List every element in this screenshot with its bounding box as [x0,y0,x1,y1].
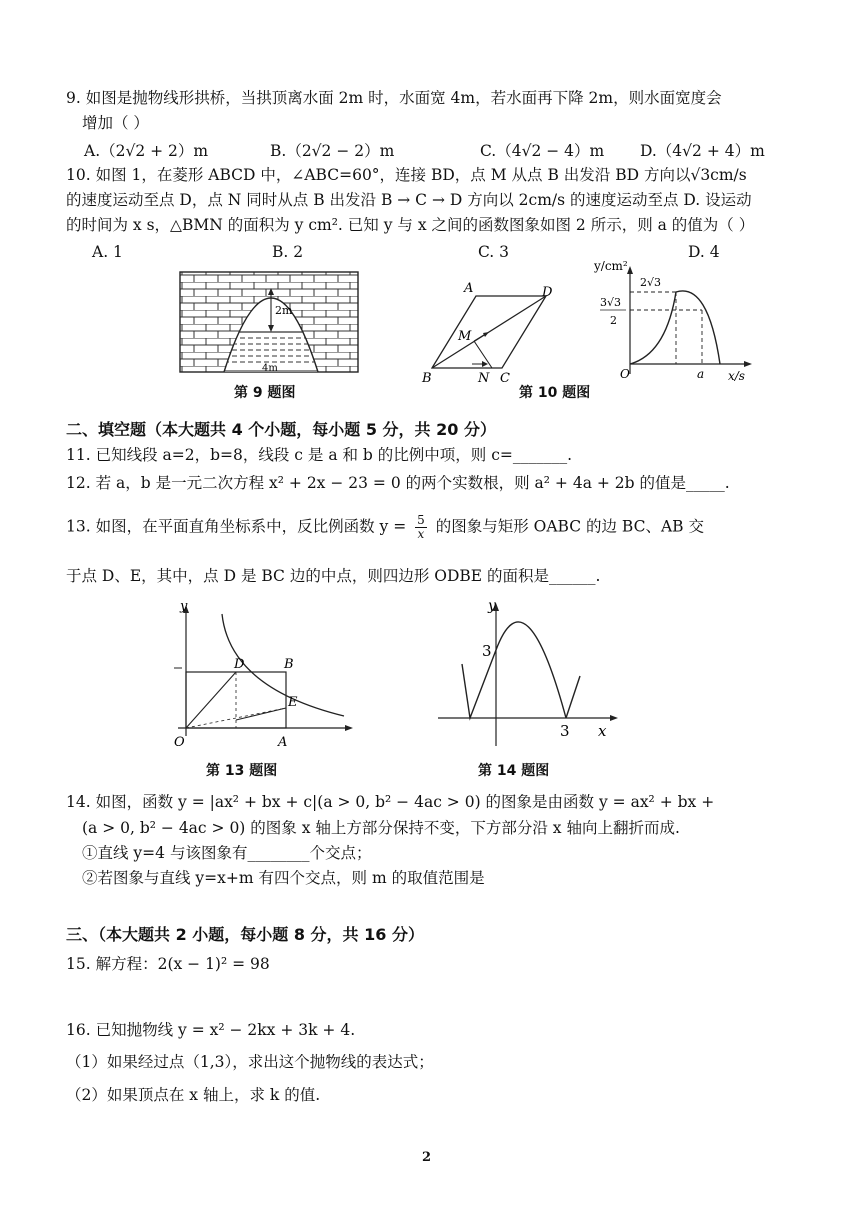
q16-line2: （1）如果经过点（1,3），求出这个抛物线的表达式； [66,1053,434,1071]
page-number: 2 [422,1150,432,1165]
fig10-a-label: a [697,367,705,381]
fig14-three-y: 3 [482,642,492,660]
fig13-b-label: B [284,657,294,672]
fig13-caption: 第 13 题图 [206,763,278,779]
fig13-a-label: A [278,735,288,750]
figure-9-arch-bridge [176,268,362,378]
fig14-three-x: 3 [560,722,570,740]
fig13-e-label: E [288,695,298,710]
q10-option-a: A. 1 [92,243,123,261]
figure-10-rhombus [412,280,562,388]
q16-line1: 16. 已知抛物线 y = x² − 2kx + 3k + 4. [66,1021,356,1039]
fig10-mid-den: 2 [610,314,617,327]
q10-option-b: B. 2 [272,243,304,261]
fig10-x-axis-label: x/s [728,369,745,383]
q10-line1: 10. 如图 1，在菱形 ABCD 中，∠ABC=60°，连接 BD，点 M 从点 B 出发沿 BD 方向以√3cm/s [66,166,747,184]
q16-line3: （2）如果顶点在 x 轴上，求 k 的值. [66,1086,321,1104]
q14-line1: 14. 如图，函数 y = |ax² + bx + c|(a > 0, b² − 4ac > 0) 的图象是由函数 y = ax² + bx + [66,793,715,811]
fig9-width-label: 4m [262,363,278,374]
fig10-peak-label: 2√3 [640,276,662,289]
q15-text: 15. 解方程：2(x − 1)² = 98 [66,955,270,973]
q13-line2: 于点 D、E，其中，点 D 是 BC 边的中点，则四边形 ODBE 的面积是______. [66,567,601,585]
q9-line1: 9. 如图是抛物线形拱桥，当拱顶离水面 2m 时，水面宽 4m，若水面再下降 2m，则水面宽度会 [66,89,722,107]
fig14-caption: 第 14 题图 [478,763,550,779]
section-2-heading: 二、填空题（本大题共 4 个小题，每小题 5 分，共 20 分） [66,420,496,439]
fig10-label-d: D [542,285,553,300]
fig10-mid-num: 3√3 [600,296,622,309]
fig13-d-label: D [234,657,245,672]
q9-option-b: B.（2√2 − 2）m [270,142,395,160]
fig10-label-b: B [422,371,432,386]
fig10-y-axis-label: y/cm² [594,259,628,273]
q14-line2: (a > 0, b² − 4ac > 0) 的图象 x 轴上方部分保持不变，下方部分沿 x 轴向上翻折而成. [82,819,680,837]
fig10-label-c: C [500,371,510,386]
q11-text: 11. 已知线段 a=2，b=8，线段 c 是 a 和 b 的比例中项，则 c=_______. [66,446,573,464]
section-3-heading: 三、（本大题共 2 小题，每小题 8 分，共 16 分） [66,925,424,944]
q10-option-d: D. 4 [688,243,720,261]
q10-line3: 的时间为 x s，△BMN 的面积为 y cm². 已知 y 与 x 之间的函数图象如图 2 所示，则 a 的值为（ ） [66,216,755,234]
fig14-y-label: y [488,598,496,614]
q10-line2: 的速度运动至点 D，点 N 同时从点 B 出发沿 B → C → D 方向以 2cm/s 的速度运动至点 D. 设运动 [66,191,752,209]
q13-frac-den: x [417,527,425,541]
fig10-label-a: A [464,281,474,296]
fig9-height-label: 2m [275,304,293,317]
fig9-caption: 第 9 题图 [234,385,296,401]
q13-frac-num: 5 [417,513,425,527]
figure-14-abs-parabola [430,596,620,756]
q14-line4: ②若图象与直线 y=x+m 有四个交点，则 m 的取值范围是 [82,869,485,887]
q13-line1-b: 的图象与矩形 OABC 的边 BC、AB 交 [435,517,704,536]
fig13-y-label: y [180,599,188,614]
q13-fraction [415,514,427,541]
figure-13-hyperbola [168,596,358,756]
q10-option-c: C. 3 [478,243,510,261]
q9-option-d: D.（4√2 + 4）m [640,142,765,160]
fig10-caption: 第 10 题图 [519,385,591,401]
q12-text: 12. 若 a，b 是一元二次方程 x² + 2x − 23 = 0 的两个实数根，则 a² + 4a + 2b 的值是_____. [66,474,730,492]
q9-line2: 增加（ ） [82,114,149,132]
fig10-label-n: N [478,371,490,386]
fig13-o-label: O [174,735,185,750]
fig10-label-m: M [458,329,472,344]
fig14-x-label: x [598,722,607,740]
q13-line1 [66,514,704,541]
q14-line3: ①直线 y=4 与该图象有________个交点； [82,844,372,862]
fig10-origin-label: O [620,367,630,381]
figure-10-graph [590,256,760,384]
q9-option-a: A.（2√2 + 2）m [84,142,209,160]
q13-line1-a: 13. 如图，在平面直角坐标系中，反比例函数 y = [66,517,407,536]
q9-option-c: C.（4√2 − 4）m [480,142,605,160]
